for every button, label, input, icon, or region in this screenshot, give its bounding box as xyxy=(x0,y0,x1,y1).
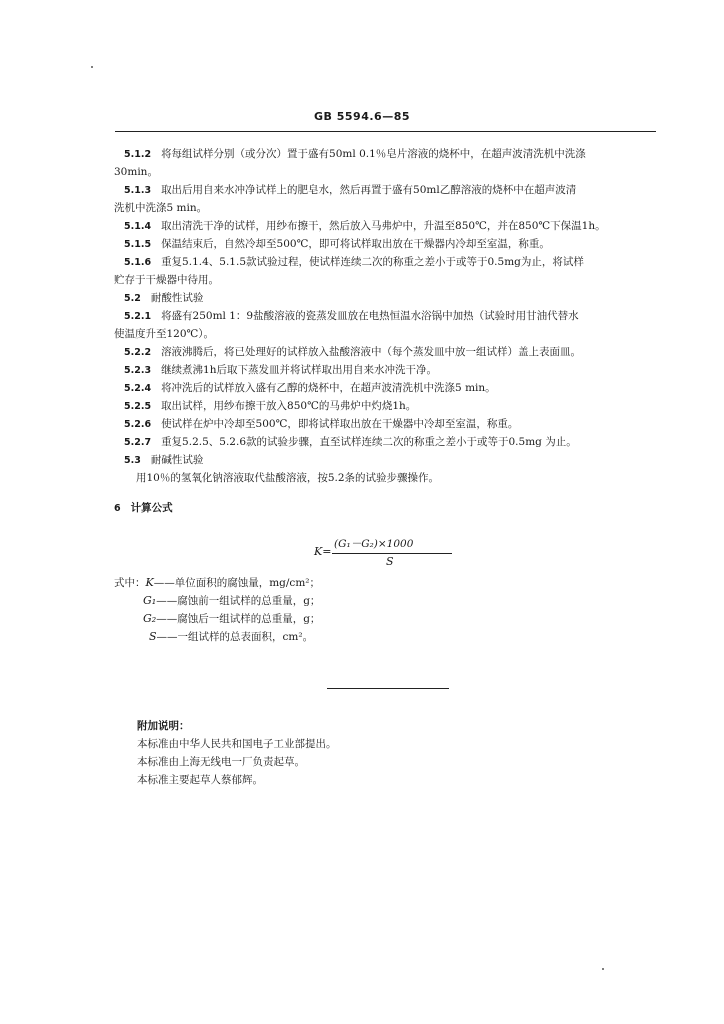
clause-number: 5.2.2 xyxy=(124,347,152,358)
clause-5-1-5 xyxy=(124,236,550,253)
end-rule xyxy=(327,688,449,689)
clause-text: 将盛有250ml 1：9盐酸溶液的瓷蒸发皿放在电热恒温水浴锅中加热（试验时用甘油代替水 xyxy=(161,310,579,322)
definition-symbol: K xyxy=(145,576,154,589)
section-6-heading xyxy=(114,500,173,517)
clause-5-2-4 xyxy=(124,380,496,397)
clause-5-3-body: 用10％的氢氧化钠溶液取代盐酸溶液，按5.2条的试验步骤操作。 xyxy=(136,472,440,484)
definition-row-s xyxy=(149,628,313,646)
clause-number: 5.2.1 xyxy=(124,311,152,322)
definition-prefix: 式中： xyxy=(114,577,146,589)
clause-number: 5.1.6 xyxy=(124,257,152,268)
notes-line: 本标准由上海无线电一厂负责起草。 xyxy=(137,756,305,768)
definition-dash: —— xyxy=(153,577,175,589)
clause-heading: 耐酸性试验 xyxy=(150,292,204,304)
clause-text: 将冲洗后的试样放入盛有乙醇的烧杯中，在超声波清洗机中洗涤5 min。 xyxy=(161,382,496,394)
scan-speck xyxy=(602,968,604,970)
clause-heading: 耐碱性试验 xyxy=(150,454,204,466)
definition-desc: 腐蚀后一组试样的总重量，g； xyxy=(177,613,321,625)
definition-dash: —— xyxy=(156,631,178,643)
section-number: 6 xyxy=(114,503,121,514)
clause-text: 取出清洗干净的试样，用纱布擦干，然后放入马弗炉中，升温至850℃，并在850℃下保温1h。 xyxy=(161,220,606,232)
definition-row-g1 xyxy=(143,592,320,610)
clause-text: 继续煮沸1h后取下蒸发皿并将试样取出用自来水冲洗干净。 xyxy=(161,364,438,376)
clause-5-1-4 xyxy=(124,218,606,235)
clause-continuation: 使温度升至120℃）。 xyxy=(114,328,215,340)
clause-5-2-5 xyxy=(124,398,416,415)
clause-text: 取出后用自来水冲净试样上的肥皂水，然后再置于盛有50ml乙醇溶液的烧杯中在超声波清 xyxy=(161,184,577,196)
definition-desc: 腐蚀前一组试样的总重量，g； xyxy=(177,595,321,607)
clause-5-2-6 xyxy=(124,416,518,433)
clause-5-1-3 xyxy=(124,182,576,199)
notes-line: 本标准主要起草人蔡郁辉。 xyxy=(137,774,263,786)
clause-number: 5.1.3 xyxy=(124,185,152,196)
definition-desc: 一组试样的总表面积，cm²。 xyxy=(177,631,314,643)
definition-dash: —— xyxy=(156,613,178,625)
formula-lhs: K= xyxy=(314,545,332,558)
definition-symbol: G₂ xyxy=(143,612,157,625)
clause-text: 重复5.1.4、5.1.5款试验过程，使试样连续二次的称重之差小于或等于0.5mg为止，将试样 xyxy=(161,256,584,268)
scan-speck xyxy=(91,66,93,68)
clause-5-1-6 xyxy=(124,254,584,271)
formula xyxy=(312,532,462,572)
clause-number: 5.2.7 xyxy=(124,437,152,448)
clause-5-1-2 xyxy=(124,146,586,163)
clause-number: 5.1.4 xyxy=(124,221,152,232)
clause-number: 5.2.4 xyxy=(124,383,152,394)
clause-5-2-1 xyxy=(124,308,579,325)
clause-continuation: 洗机中洗涤5 min。 xyxy=(114,202,208,214)
clause-5-2-7 xyxy=(124,434,577,451)
formula-numerator: (G₁－G₂)×1000 xyxy=(334,538,414,550)
clause-5-2 xyxy=(124,290,203,307)
clause-number: 5.3 xyxy=(124,455,141,466)
clause-number: 5.2.3 xyxy=(124,365,152,376)
clause-number: 5.1.5 xyxy=(124,239,152,250)
clause-number: 5.2.5 xyxy=(124,401,152,412)
clause-number: 5.2.6 xyxy=(124,419,152,430)
clause-number: 5.2 xyxy=(124,293,141,304)
clause-continuation: 30min。 xyxy=(114,166,158,178)
section-title: 计算公式 xyxy=(130,502,173,514)
definition-dash: —— xyxy=(156,595,178,607)
clause-text: 重复5.2.5、5.2.6款的试验步骤，直至试样连续二次的称重之差小于或等于0.5mg 为止。 xyxy=(161,436,577,448)
clause-continuation: 贮存于干燥器中待用。 xyxy=(114,274,219,286)
notes-title: 附加说明： xyxy=(137,720,190,732)
clause-text: 将每组试样分别（或分次）置于盛有50ml 0.1％皂片溶液的烧杯中，在超声波清洗机中洗涤 xyxy=(161,148,586,160)
clause-5-2-2 xyxy=(124,344,581,361)
definition-symbol: G₁ xyxy=(143,594,157,607)
formula-denominator: S xyxy=(386,555,394,568)
clause-number: 5.1.2 xyxy=(124,149,152,160)
clause-5-3 xyxy=(124,452,203,469)
definition-row-k xyxy=(114,574,320,592)
clause-text: 使试样在炉中冷却至500℃，即将试样取出放在干燥器中冷却至室温，称重。 xyxy=(161,418,519,430)
standard-code-header: GB 5594.6—85 xyxy=(314,110,410,123)
clause-5-2-3 xyxy=(124,362,437,379)
notes-line: 本标准由中华人民共和国电子工业部提出。 xyxy=(137,738,337,750)
header-rule xyxy=(115,131,656,132)
definition-row-g2 xyxy=(143,610,320,628)
definition-symbol: S xyxy=(149,630,157,643)
clause-text: 溶液沸腾后，将已处理好的试样放入盐酸溶液中（每个蒸发皿中放一组试样）盖上表面皿。 xyxy=(161,346,582,358)
fraction-bar xyxy=(332,553,452,554)
clause-text: 取出试样，用纱布擦干放入850℃的马弗炉中灼烧1h。 xyxy=(161,400,417,412)
clause-text: 保温结束后，自然冷却至500℃，即可将试样取出放在干燥器内冷却至室温，称重。 xyxy=(161,238,550,250)
definition-desc: 单位面积的腐蚀量，mg/cm²； xyxy=(174,577,320,589)
